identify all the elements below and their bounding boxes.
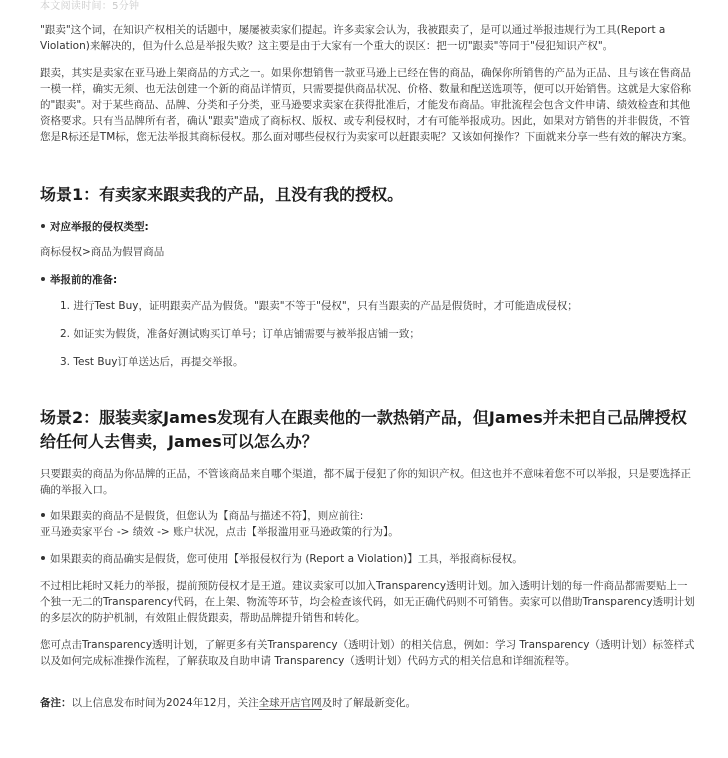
scene2-paragraph-3: 您可点击Transparency透明计划，了解更多有关Transparency（透明计划）的相关信息，例如：学习 Transparency（透明计划）标签样式以及如何完成标准操作流程，了解获取及自助申请 Transparency（透明计划）代码方式的相关信息和详细流程等。: [40, 639, 695, 667]
scene2-paragraph-2: 不过相比耗时又耗力的举报，提前预防侵权才是王道。建议卖家可以加入Transparency透明计划。加入透明计划的每一件商品都需要贴上一个独一无二的Transparency代码，在上架、物流等环节，均会检查该代码，如无正确代码则不可销售。卖家可以借助Transparency透明计划的多层次的防护机制，有效阻止假货跟卖，帮助品牌提升销售和转化。: [40, 580, 695, 624]
footnote: 备注：以上信息发布时间为2024年12月，关注全球开店官网及时了解最新变化。: [40, 697, 417, 709]
scene1-heading: 场景1：有卖家来跟卖我的产品，且没有我的授权。: [40, 185, 404, 204]
bullet-icon: [41, 513, 45, 517]
scene2-heading: 场景2：服装卖家James发现有人在跟卖他的一款热销产品，但James并未把自己品牌授权给任何人去售卖，James可以怎么办？: [40, 408, 687, 451]
scene1-type-label: 对应举报的侵权类型:: [40, 219, 698, 235]
intro-paragraph-1: "跟卖"这个词，在知识产权相关的话题中，屡屡被卖家们提起。许多卖家会认为，我被跟卖了，是可以通过举报违规行为工具(Report a Violation)来解决的，但为什么总是举报失败？这主要是由于大家有一个重大的误区：把一切"跟卖"等同于"侵犯知识产权"。: [40, 24, 666, 52]
scene2-paragraph-1: 只要跟卖的商品为你品牌的正品，不管该商品来自哪个渠道，都不属于侵犯了你的知识产权。但这也并不意味着您不可以举报，只是要选择正确的举报入口。: [40, 468, 691, 496]
note-label: 备注：: [40, 697, 72, 709]
global-selling-link[interactable]: 全球开店官网: [258, 697, 322, 709]
bullet-icon: [41, 224, 45, 228]
list-item: 2. 如证实为假货，准备好测试购买订单号；订单店铺需要与被举报店铺一致；: [60, 328, 420, 340]
bullet-icon: [41, 556, 45, 560]
list-item: 3. Test Buy订单送达后，再提交举报。: [60, 356, 244, 368]
intro-paragraph-2: 跟卖，其实是卖家在亚马逊上架商品的方式之一。如果你想销售一款亚马逊上已经在售的商品，确保你所销售的产品为正品、且与该在售商品一模一样，确实无须、也无法创建一个新的商品详情页，只需要提供商品状况、价格、数量和配送选项等，便可以开始销售。这就是大家俗称的"跟卖"。对于某些商品、品牌、分类和子分类，亚马逊要求卖家在获得批准后，才能发布商品。审批流程会包含文件申请、绩效检查和其他资格要求。只有当品牌所有者，确认"跟卖"造成了商标权、版权、或专利侵权时，才有可能举报成功。因此，如果对方销售的并非假货，不管您是R标还是TM标，您无法举报其商标侵权。那么面对哪些侵权行为卖家可以赶跟卖呢？又该如何操作？下面就来分享一些有效的解决方案。: [40, 67, 693, 143]
scene1-type-path: 商标侵权>商品为假冒商品: [40, 246, 165, 258]
bullet-icon: [41, 277, 45, 281]
scene1-steps: [40, 298, 698, 370]
scene2-bullet-1: 如果跟卖的商品不是假货，但您认为【商品与描述不符】，则应前往: 亚马逊卖家平台 -> 绩效 -> 账户状况，点击【举报滥用亚马逊政策的行为】。: [40, 510, 399, 538]
scene2-bullet-2: 如果跟卖的商品确实是假货，您可使用【举报侵权行为 (Report a Violation)】工具，举报商标侵权。: [40, 551, 698, 567]
scene1-prep-label: 举报前的准备:: [40, 272, 698, 288]
list-item: 1. 进行Test Buy，证明跟卖产品为假货。"跟卖"不等于"侵权"，只有当跟卖的产品是假货时，才可能造成侵权；: [60, 300, 578, 312]
reading-time: 本文阅读时间：5分钟: [40, 1, 140, 12]
